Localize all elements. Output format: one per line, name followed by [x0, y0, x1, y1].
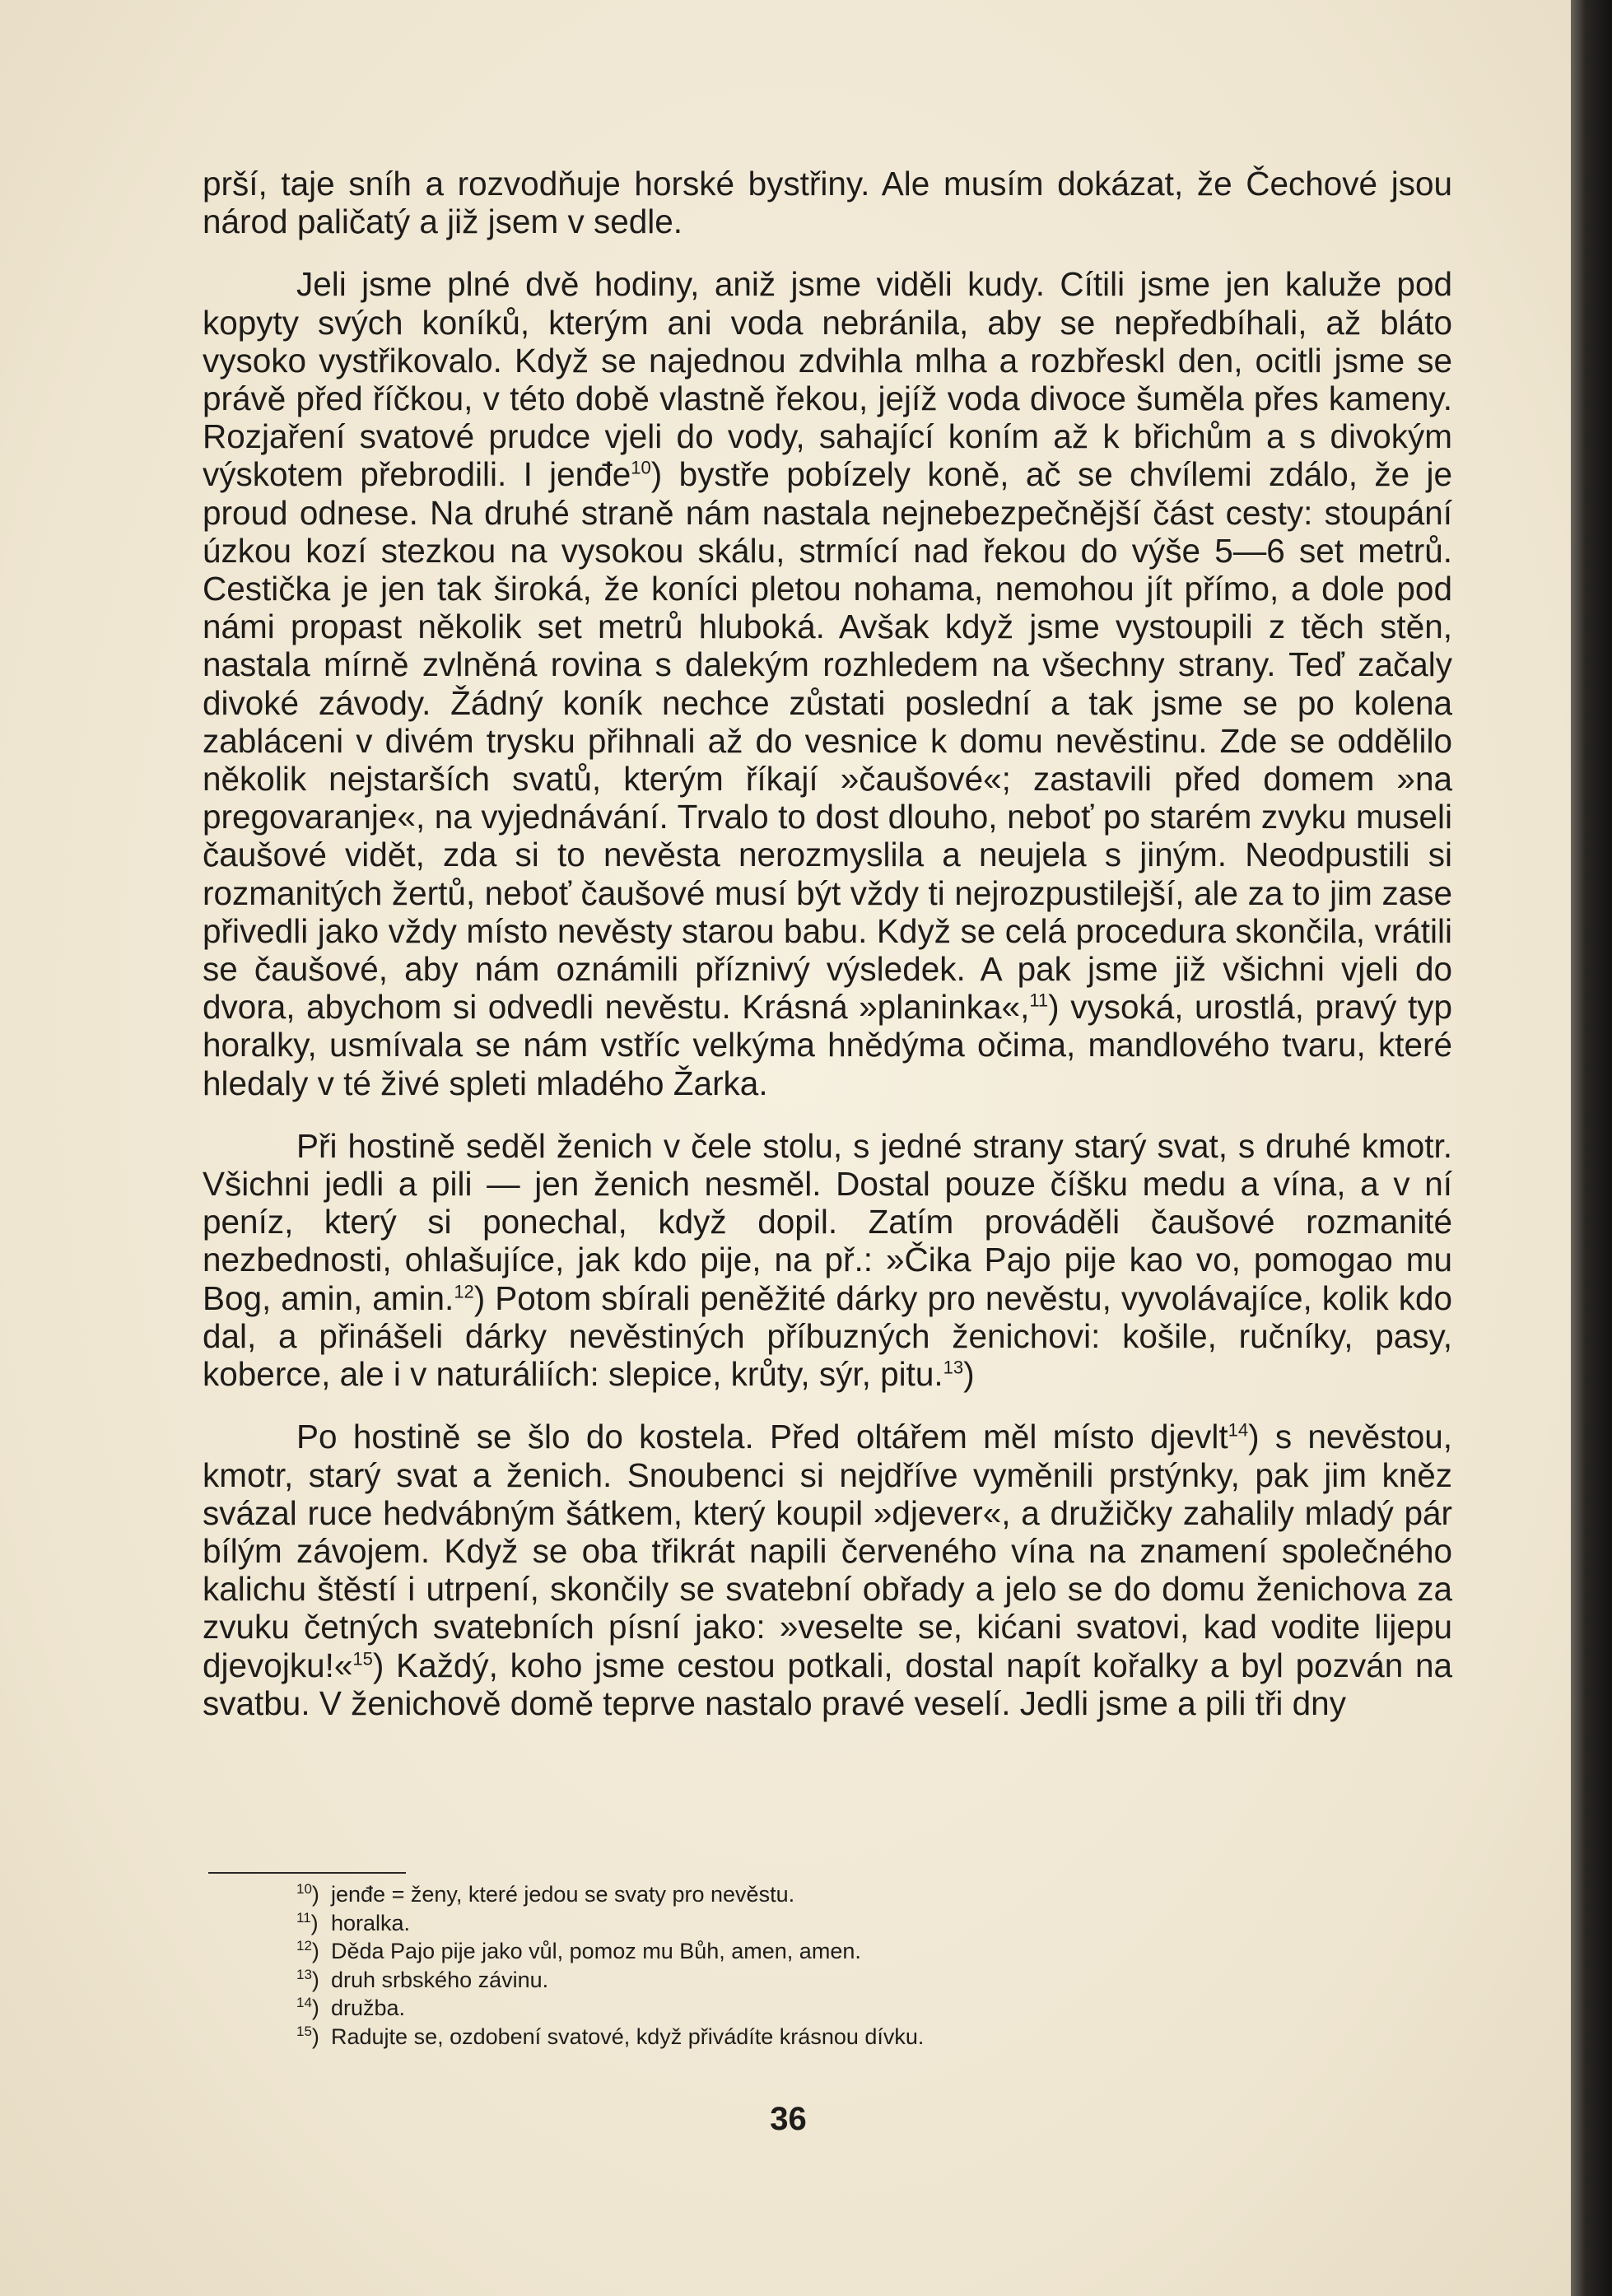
footnote-reference: 14 — [1228, 1419, 1249, 1441]
footnote-number: 12 — [296, 1938, 312, 1954]
text-run: ) s nevěstou, kmotr, starý svat a ženich. Snoubenci si nejdříve vyměnili prstýnky, pak jim kněz svázal ruce hedvábným šátkem, který koupil »djever«, a družičky zahalily mladý pár bílým závojem. Když se oba třikrát napili červeného vína na znamení společného kalichu štěstí i utrpení, skončily se svatební obřady a jelo se do domu ženichova za zvuku četných svatebních písní jako: »veselte se, kićani svatovi, kad vodite lijepu djevojku!« — [203, 1418, 1452, 1684]
footnote — [296, 1937, 1284, 1966]
footnote-reference: 13 — [943, 1357, 964, 1378]
book-spine-shadow — [1571, 0, 1612, 2296]
footnote-text: Radujte se, ozdobení svatové, když přivádíte krásnou dívku. — [331, 2024, 925, 2049]
text-run: Při hostině seděl ženich v čele stolu, s jedné strany starý svat, s druhé kmotr. Všichni jedli a pili — jen ženich nesměl. Dostal pouze číšku medu a vína, a v ní peníz, který si ponechal, když dopil. Zatím prováděli čaušové rozmanité nezbednosti, ohlašujíce, jak kdo pije, na př.: »Čika Pajo pije kao vo, pomogao mu Bog, amin, amin. — [203, 1126, 1452, 1317]
footnote-reference: 11 — [1029, 990, 1049, 1011]
body-text — [203, 165, 1452, 1722]
text-run: Jeli jsme plné dvě hodiny, aniž jsme viděli kudy. Cítili jsme jen kaluže pod kopyty svých koníků, kterým ani voda nebránila, aby se nepředbíhali, až bláto vysoko vystřikovalo. Když se najednou zdvihla mlha a rozbřeskl den, ocitli jsme se právě před říčkou, v této době vlastně řekou, jejíž voda divoce šuměla přes kameny. Rozjaření svatové prudce vjeli do vody, sahající koním až k břichům a s divokým výskotem přebrodili. I jenđe — [203, 265, 1452, 494]
footnote — [296, 2023, 1284, 2051]
text-run: prší, taje sníh a rozvodňuje horské bystřiny. Ale musím dokázat, že Čechové jsou národ paličatý a již jsem v sedle. — [203, 165, 1452, 241]
footnote-number: 13 — [296, 1966, 312, 1982]
text-run: ) vysoká, urostlá, pravý typ horalky, usmívala se nám vstříc velkýma hnědýma očima, mandlového tvaru, které hledaly v té živé spleti mladého Žarka. — [203, 988, 1452, 1102]
text-run: ) — [963, 1355, 975, 1394]
footnote-text: Děda Pajo pije jako vůl, pomoz mu Bůh, amen, amen. — [331, 1939, 861, 1963]
footnote-reference: 15 — [352, 1648, 373, 1670]
footnote-divider — [208, 1872, 406, 1874]
paragraph — [203, 265, 1452, 1101]
footnote-mark: $^{14}$) — [296, 1995, 319, 2020]
footnote-mark: $^{15}$) — [296, 2023, 319, 2049]
footnote-number: 11 — [296, 1909, 311, 1926]
footnote-text: horalka. — [331, 1910, 411, 1935]
text-run: ) bystře pobízely koně, ač se chvílemi zdálo, že je proud odnese. Na druhé straně nám nastala nejnebezpečnější část cesty: stoupání úzkou kozí stezkou na vysokou skálu, strmící nad řekou do výše 5—6 set metrů. Cestička je jen tak široká, že koníci pletou nohama, nemohou jít přímo, a dole pod námi propast několik set metrů hluboká. Avšak když jsme vystoupili z těch stěn, nastala mírně zvlněná rovina s dalekým rozhledem na všechny strany. Teď začaly divoké závody. Žádný koník nechce zůstati poslední a tak jsme se po kolena zabláceni v divém trysku přihnali až do vesnice k domu nevěstinu. Zde se oddělilo několik nejstarších svatů, kterým říkají »čaušové«; zastavili před domem »na pregovaranje«, na vyjednávání. Trvalo to dost dlouho, neboť po starém zvyku museli čaušové vidět, zda si to nevěsta nerozmyslila a neujela s jiným. Neodpustili si rozmanitých žertů, neboť čaušové musí být vždy ti nejrozpustilejší, ale za to jim zase přivedli jako vždy místo nevěsty starou babu. Když se celá procedura skončila, vrátili se čaušové, aby nám oznámili příznivý výsledek. A pak jsme již všichni vjeli do dvora, abychom si odvedli nevěstu. Krásná »planinka«, — [203, 455, 1452, 1027]
footnote-number: 15 — [296, 2023, 312, 2039]
footnote — [296, 1994, 1284, 2023]
footnote-mark: $^{12}$) — [296, 1938, 319, 1963]
footnote-text: družba. — [331, 1996, 406, 2020]
text-run: ) Každý, koho jsme cestou potkali, dostal napít kořalky a byl pozván na svatbu. V ženichově domě teprve nastalo pravé veselí. Jedli jsme a pili tři dny — [203, 1646, 1452, 1722]
footnote-text: jenđe = ženy, které jedou se svaty pro nevěstu. — [331, 1882, 795, 1907]
footnote-reference: 12 — [454, 1281, 474, 1302]
paragraph — [203, 1127, 1452, 1393]
paragraph — [203, 165, 1452, 240]
footnote-mark: $^{11}$) — [296, 1909, 319, 1935]
footnote — [296, 1966, 1284, 1995]
footnote-mark: $^{13}$) — [296, 1966, 319, 1992]
footnote-number: 10 — [296, 1881, 312, 1897]
paragraph — [203, 1418, 1452, 1722]
footnote — [296, 1880, 1284, 1909]
page-number: 36 — [770, 2101, 807, 2137]
footnote-text: druh srbského závinu. — [331, 1967, 549, 1992]
text-run: ) Potom sbírali peněžité dárky pro nevěstu, vyvolávajíce, kolik kdo dal, a přinášeli dárky nevěstiných příbuzných ženichovi: košile, ručníky, pasy, koberce, ale i v naturáliích: slepice, krůty, sýr, pitu. — [203, 1278, 1452, 1394]
footnote-number: 14 — [296, 1995, 312, 2010]
footnote-mark: $^{10}$) — [296, 1881, 319, 1907]
footnotes — [296, 1880, 1284, 2051]
footnote — [296, 1909, 1284, 1938]
text-run: Po hostině se šlo do kostela. Před oltářem měl místo djevlt — [296, 1418, 1228, 1456]
footnote-reference: 10 — [631, 457, 651, 478]
